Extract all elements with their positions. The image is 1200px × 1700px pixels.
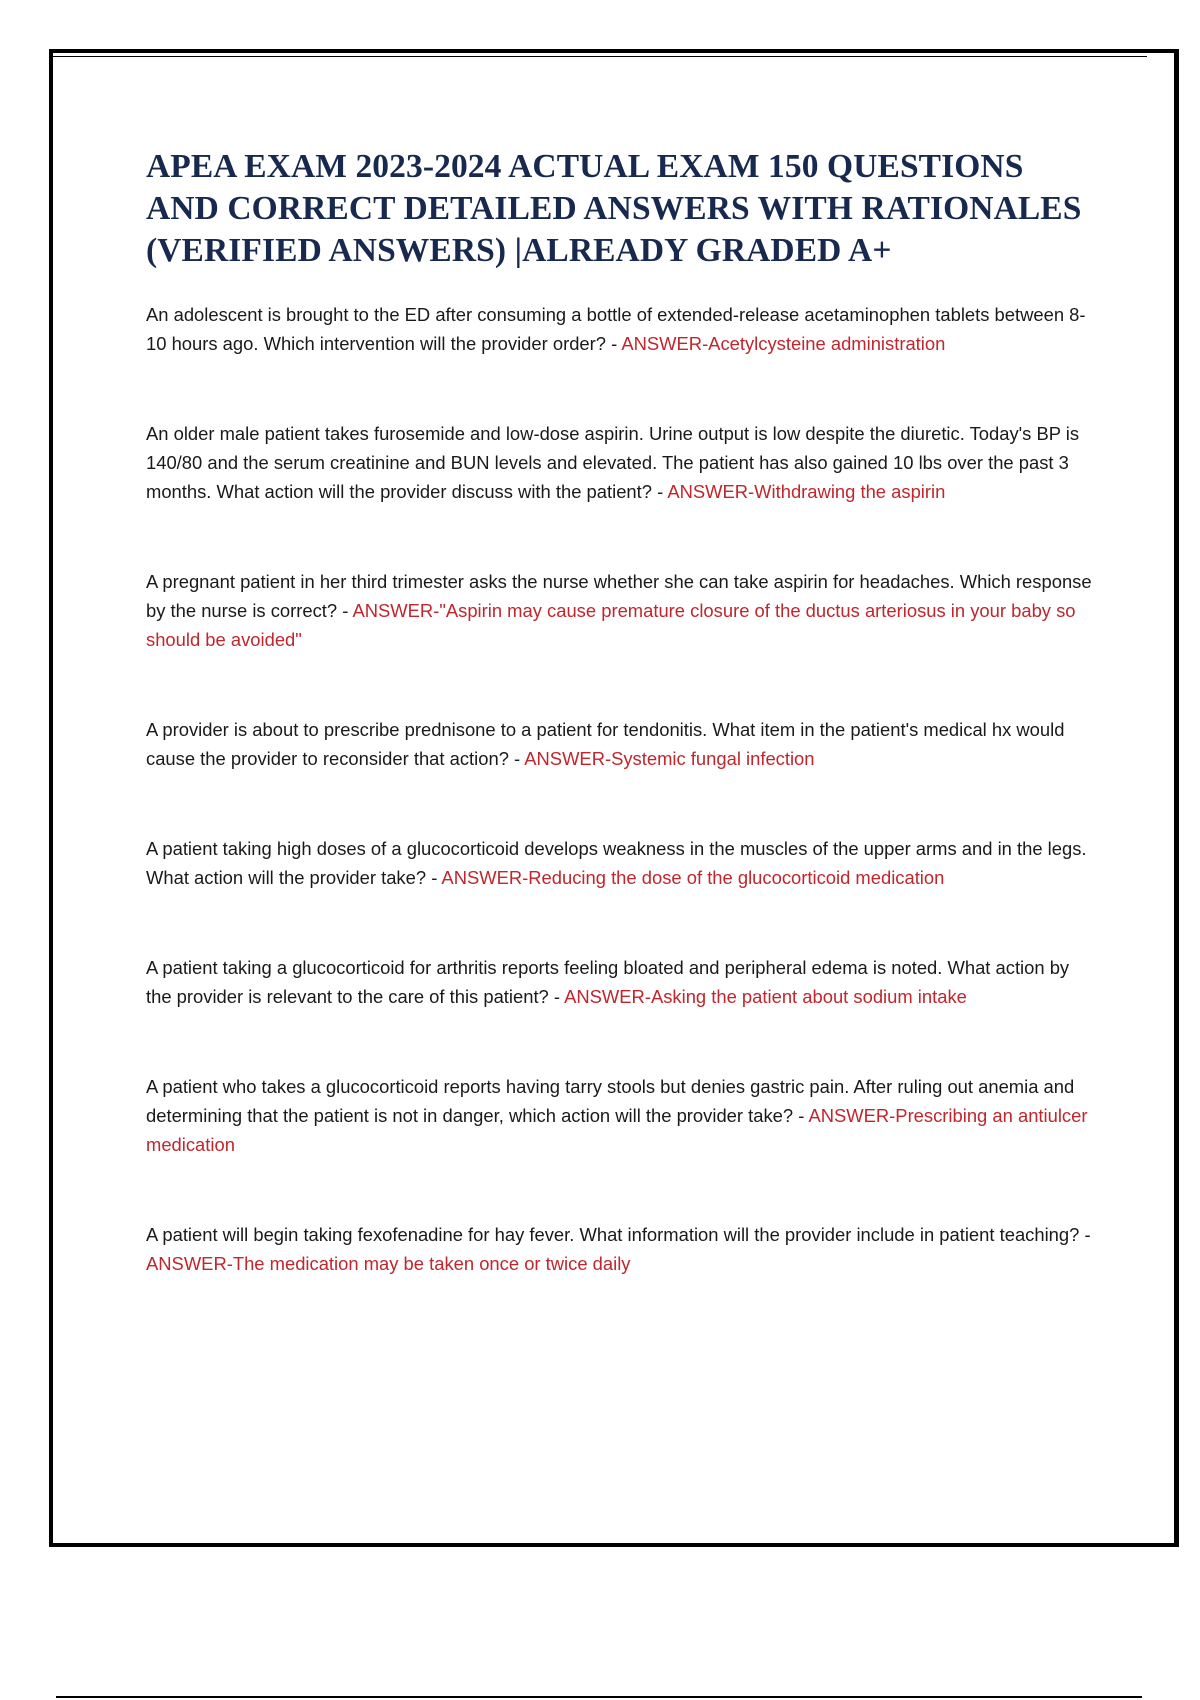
- question-text: A patient will begin taking fexofenadine for hay fever. What information will the provider include in patient teaching? -: [146, 1224, 1091, 1245]
- question-item-5: [146, 834, 1092, 892]
- answer-text: ANSWER-Asking the patient about sodium intake: [564, 986, 967, 1007]
- footer-rule: [56, 1696, 1142, 1698]
- document-body: [146, 146, 1092, 1278]
- question-text: A provider is about to prescribe prednisone to a patient for tendonitis. What item in the patient's medical hx would cause the provider to reconsider that action? -: [146, 719, 1065, 769]
- answer-text: ANSWER-Systemic fungal infection: [524, 748, 815, 769]
- question-text: A pregnant patient in her third trimester asks the nurse whether she can take aspirin for headaches. Which response by the nurse is correct? -: [146, 571, 1092, 621]
- answer-text: ANSWER-"Aspirin may cause premature closure of the ductus arteriosus in your baby so should be avoided": [146, 600, 1076, 650]
- answer-text: ANSWER-Prescribing an antiulcer medication: [146, 1105, 1088, 1155]
- question-item-4: [146, 715, 1092, 773]
- question-item-1: [146, 300, 1092, 358]
- question-text: A patient who takes a glucocorticoid reports having tarry stools but denies gastric pain. After ruling out anemia and determining that the patient is not in danger, which action will the provider take? -: [146, 1076, 1075, 1126]
- question-text: An adolescent is brought to the ED after consuming a bottle of extended-release acetaminophen tablets between 8-10 hours ago. Which intervention will the provider order? -: [146, 304, 1086, 354]
- question-text: A patient taking high doses of a glucocorticoid develops weakness in the muscles of the upper arms and in the legs. What action will the provider take? -: [146, 838, 1087, 888]
- top-rule: [49, 56, 1147, 57]
- answer-text: ANSWER-The medication may be taken once or twice daily: [146, 1253, 631, 1274]
- question-item-8: [146, 1220, 1092, 1278]
- question-item-2: [146, 419, 1092, 506]
- question-text: A patient taking a glucocorticoid for arthritis reports feeling bloated and peripheral edema is noted. What action by the provider is relevant to the care of this patient? -: [146, 957, 1070, 1007]
- question-text: An older male patient takes furosemide and low-dose aspirin. Urine output is low despite the diuretic. Today's BP is 140/80 and the serum creatinine and BUN levels and elevated. The patient has also gained 10 lbs over the past 3 months. What action will the provider discuss with the patient? -: [146, 423, 1080, 502]
- question-item-3: [146, 567, 1092, 654]
- answer-text: ANSWER-Acetylcysteine administration: [621, 333, 946, 354]
- question-item-7: [146, 1072, 1092, 1159]
- question-item-6: [146, 953, 1092, 1011]
- answer-text: ANSWER-Withdrawing the aspirin: [667, 481, 946, 502]
- document-title: APEA EXAM 2023-2024 ACTUAL EXAM 150 QUESTIONS AND CORRECT DETAILED ANSWERS WITH RATIONALES (VERIFIED ANSWERS) |ALREADY GRADED A+: [146, 148, 1082, 269]
- answer-text: ANSWER-Reducing the dose of the glucocorticoid medication: [441, 867, 945, 888]
